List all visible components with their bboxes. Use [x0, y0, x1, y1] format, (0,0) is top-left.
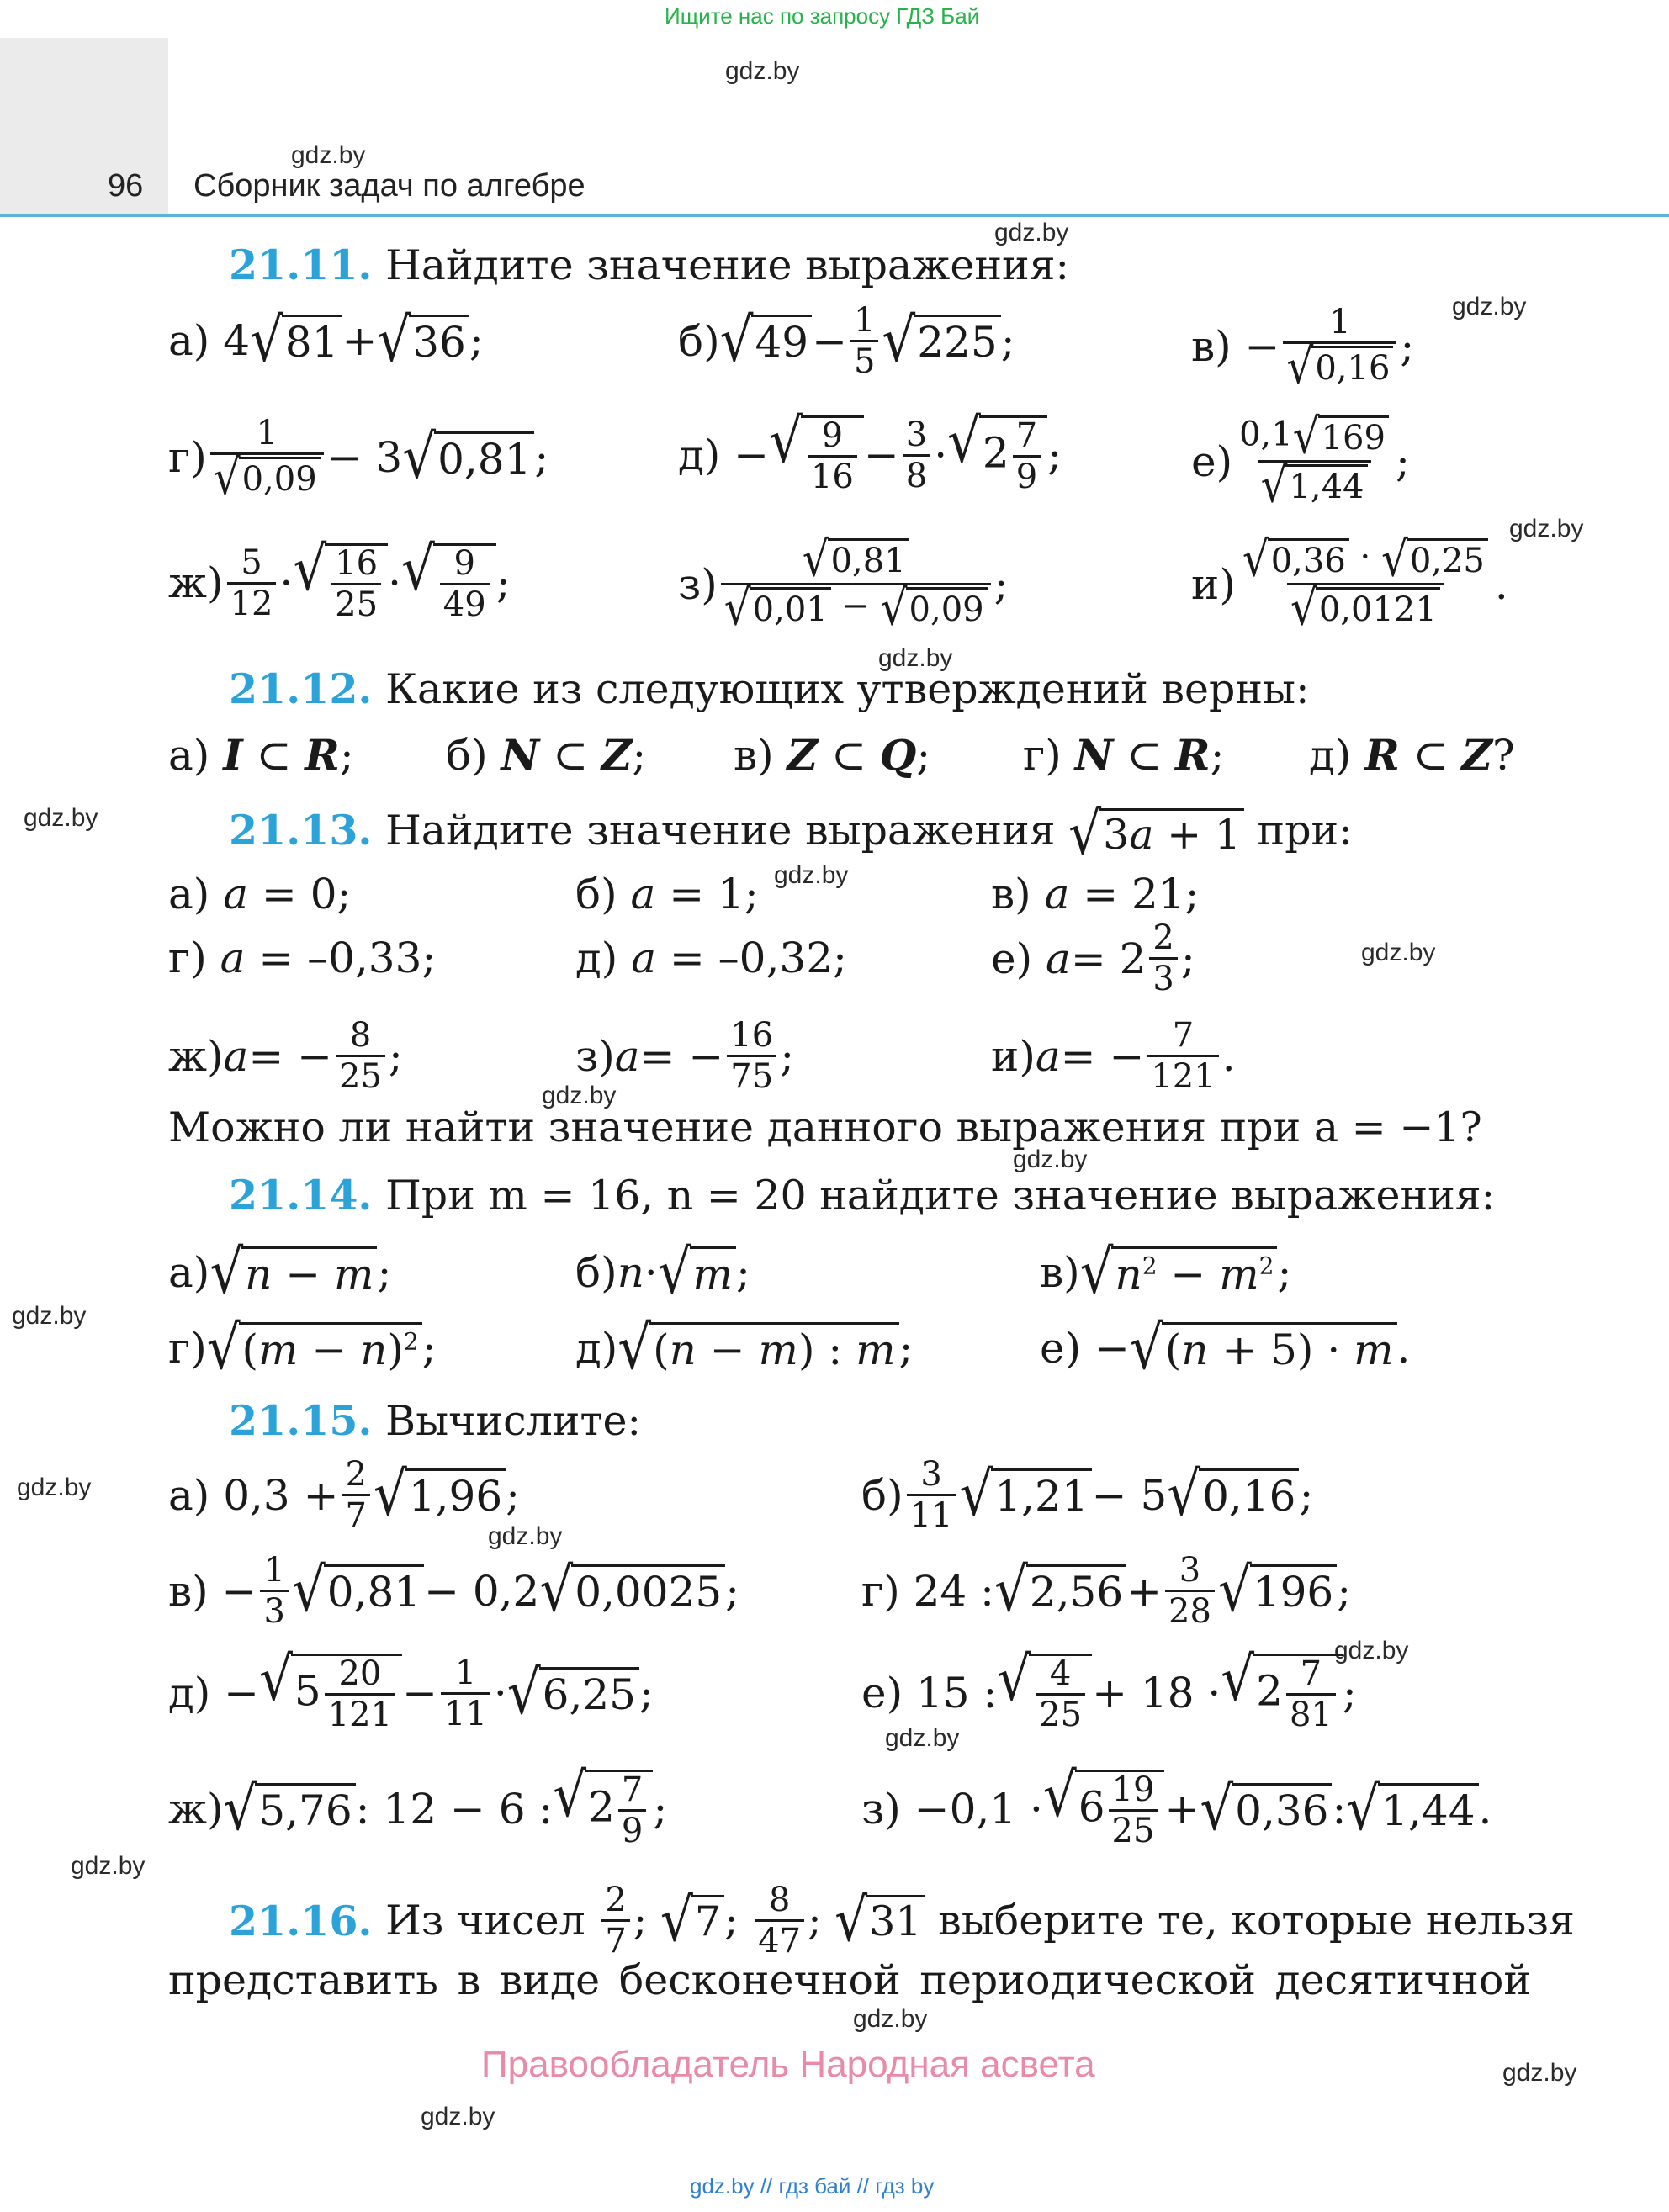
- problem-text: Найдите значение выражения:: [385, 241, 1070, 289]
- watermark: gdz.by: [17, 1474, 92, 1501]
- top-banner[interactable]: Ищите нас по запросу ГДЗ Бай: [665, 3, 980, 29]
- watermark: gdz.by: [1452, 293, 1527, 320]
- watermark: gdz.by: [885, 1724, 960, 1752]
- watermark: gdz.by: [1013, 1146, 1088, 1173]
- watermark: gdz.by: [71, 1852, 146, 1880]
- problem-number: 21.16.: [229, 1896, 373, 1945]
- task-21-11-g: г) 1 √ 0,09 − 3 √ 0,81 ;: [168, 414, 549, 506]
- task-21-13-g: г) a = –0,33;: [168, 934, 437, 982]
- problem-21-13-heading: 21.13. Найдите значение выражения √ 3a + 1 при:: [229, 799, 1353, 868]
- watermark: gdz.by: [24, 804, 98, 832]
- task-21-13-i: и) a = − $\frac{7}{121}$ .: [991, 1016, 1236, 1096]
- problem-number: 21.15.: [229, 1396, 373, 1445]
- copyright-notice: Правообладатель Народная асвета: [481, 2044, 1095, 2085]
- problem-21-13-question: Можно ли найти значение данного выражения при a = −1?: [168, 1103, 1482, 1151]
- task-21-15-d: д) − √ 5 $\frac{20}{121}$ − $\frac{1}{11}$ · √ 6,25 ;: [168, 1643, 654, 1734]
- task-21-13-a: а) a = 0;: [168, 870, 352, 918]
- task-21-13-e: е) a = 2 $\frac{2}{3}$ ;: [991, 918, 1195, 998]
- task-21-12-g: г) N ⊂ R;: [1023, 730, 1225, 780]
- task-21-11-a: а) 4 √ 81 + √ 36 ;: [168, 304, 484, 375]
- task-21-12-v: в) Z ⊂ Q;: [734, 730, 931, 780]
- watermark: gdz.by: [878, 644, 953, 672]
- bottom-links[interactable]: gdz.by // гдз бай // гдз by: [690, 2173, 935, 2199]
- problem-number: 21.14.: [229, 1171, 373, 1220]
- watermark: gdz.by: [853, 2005, 928, 2033]
- problem-text: Найдите значение выражения: [385, 807, 1056, 855]
- task-21-11-e: е) 0,1 √ 169 √ 1,44 ;: [1191, 408, 1410, 514]
- problem-text: Какие из следующих утверждений верны:: [385, 665, 1310, 713]
- problem-number: 21.12.: [229, 664, 373, 713]
- watermark: gdz.by: [1509, 515, 1584, 542]
- header-rule: [0, 214, 1669, 217]
- task-21-11-z: з) √ 0,81 √ 0,01 − √ 0,09 ;: [678, 531, 1009, 637]
- task-21-15-zh: ж) √ 5,76 : 12 − 6 : √ 2 $\frac{7}{9}$ ;: [168, 1760, 668, 1850]
- task-21-11-i: и) √ 0,36 · √ 0,25 √ 0,0121 .: [1191, 531, 1508, 637]
- watermark: gdz.by: [542, 1082, 617, 1109]
- task-21-15-e: е) 15 : √ $\frac{4}{25}$ + 18 · √ 2 $\frac{7}{81}$ ;: [861, 1643, 1357, 1734]
- watermark: gdz.by: [1502, 2059, 1577, 2087]
- watermark: gdz.by: [994, 219, 1069, 246]
- task-21-13-d: д) a = –0,32;: [575, 934, 847, 982]
- task-21-12-a: а) I ⊂ R;: [168, 730, 354, 780]
- watermark: gdz.by: [421, 2103, 495, 2130]
- task-21-14-v: в) √ $n^2 - m^2$ ;: [1040, 1236, 1292, 1307]
- book-title: Сборник задач по алгебре: [193, 168, 585, 204]
- problem-text: Из чисел: [385, 1897, 585, 1945]
- task-21-13-zh: ж) a = − $\frac{8}{25}$ ;: [168, 1016, 403, 1096]
- task-21-13-z: з) a = − $\frac{16}{75}$ ;: [575, 1016, 795, 1096]
- task-21-11-v: в) − 1 √ 0,16 ;: [1191, 303, 1415, 395]
- task-21-12-b: б) N ⊂ Z;: [446, 730, 647, 780]
- problem-21-11-heading: [229, 241, 1069, 289]
- problem-21-16-line2: представить в виде бесконечной периодической десятичной: [168, 1956, 1531, 2004]
- task-21-11-b: б) √ 49 − $\frac{1}{5}$ √ 225 ;: [678, 301, 1015, 381]
- problem-number: 21.13.: [229, 806, 373, 855]
- problem-21-14-heading: [229, 1171, 1495, 1220]
- task-21-14-a: а) √ n − m ;: [168, 1236, 392, 1307]
- task-21-15-b: б) $\frac{3}{11}$ √ 1,21 − 5 √ 0,16 ;: [861, 1455, 1314, 1535]
- watermark: gdz.by: [774, 861, 849, 889]
- task-21-15-g: г) 24 : √ 2,56 + $\frac{3}{28}$ √ 196 ;: [861, 1551, 1352, 1631]
- task-21-13-v: в) a = 21;: [991, 870, 1200, 918]
- page-number: 96: [108, 168, 144, 204]
- problem-number: 21.11.: [229, 241, 373, 289]
- watermark: gdz.by: [725, 57, 800, 85]
- problem-21-12-heading: [229, 664, 1310, 713]
- task-21-15-a: а) 0,3 + $\frac{2}{7}$ √ 1,96 ;: [168, 1455, 520, 1535]
- task-21-15-z: з) −0,1 · √ 6 $\frac{19}{25}$ + √ 0,36 : √ 1,44 .: [861, 1760, 1492, 1850]
- task-21-14-d: д) √ (n − m) : m ;: [575, 1311, 914, 1383]
- task-21-15-v: в) − $\frac{1}{3}$ √ 0,81 − 0,2 √ 0,0025 ;: [168, 1551, 740, 1631]
- task-21-11-zh: ж) $\frac{5}{12}$ · √ $\frac{16}{25}$ · √ $\frac{9}{49}$ ;: [168, 533, 511, 624]
- task-21-12-d: д) R ⊂ Z?: [1309, 730, 1515, 780]
- problem-21-16-heading: 21.16. Из чисел $\frac{2}{7}$ ; √ 7 ; $\frac{8}{47}$ ; √ 31 выберите те, которые нельзя: [229, 1881, 1575, 1961]
- task-21-11-d: д) − √ $\frac{9}{16}$ − $\frac{3}{8}$ · √ 2 $\frac{7}{9}$ ;: [678, 405, 1062, 496]
- task-21-13-b: б) a = 1;: [575, 870, 759, 918]
- problem-text-2: выберите те, которые нельзя: [938, 1897, 1575, 1945]
- problem-text: Вычислите:: [385, 1397, 641, 1445]
- watermark: gdz.by: [12, 1302, 87, 1330]
- problem-21-15-heading: [229, 1396, 641, 1445]
- watermark: gdz.by: [291, 141, 366, 169]
- task-21-14-g: г) √ $(m - n)^2$ ;: [168, 1311, 437, 1383]
- task-21-14-e: е) − √ (n + 5) · m .: [1040, 1311, 1411, 1383]
- watermark: gdz.by: [1361, 939, 1436, 966]
- problem-text: При m = 16, n = 20 найдите значение выражения:: [385, 1172, 1496, 1220]
- task-21-14-b: б) n · √ m ;: [575, 1236, 750, 1307]
- watermark: gdz.by: [488, 1522, 563, 1550]
- watermark: gdz.by: [1334, 1637, 1409, 1664]
- problem-text-suffix: при:: [1257, 807, 1353, 855]
